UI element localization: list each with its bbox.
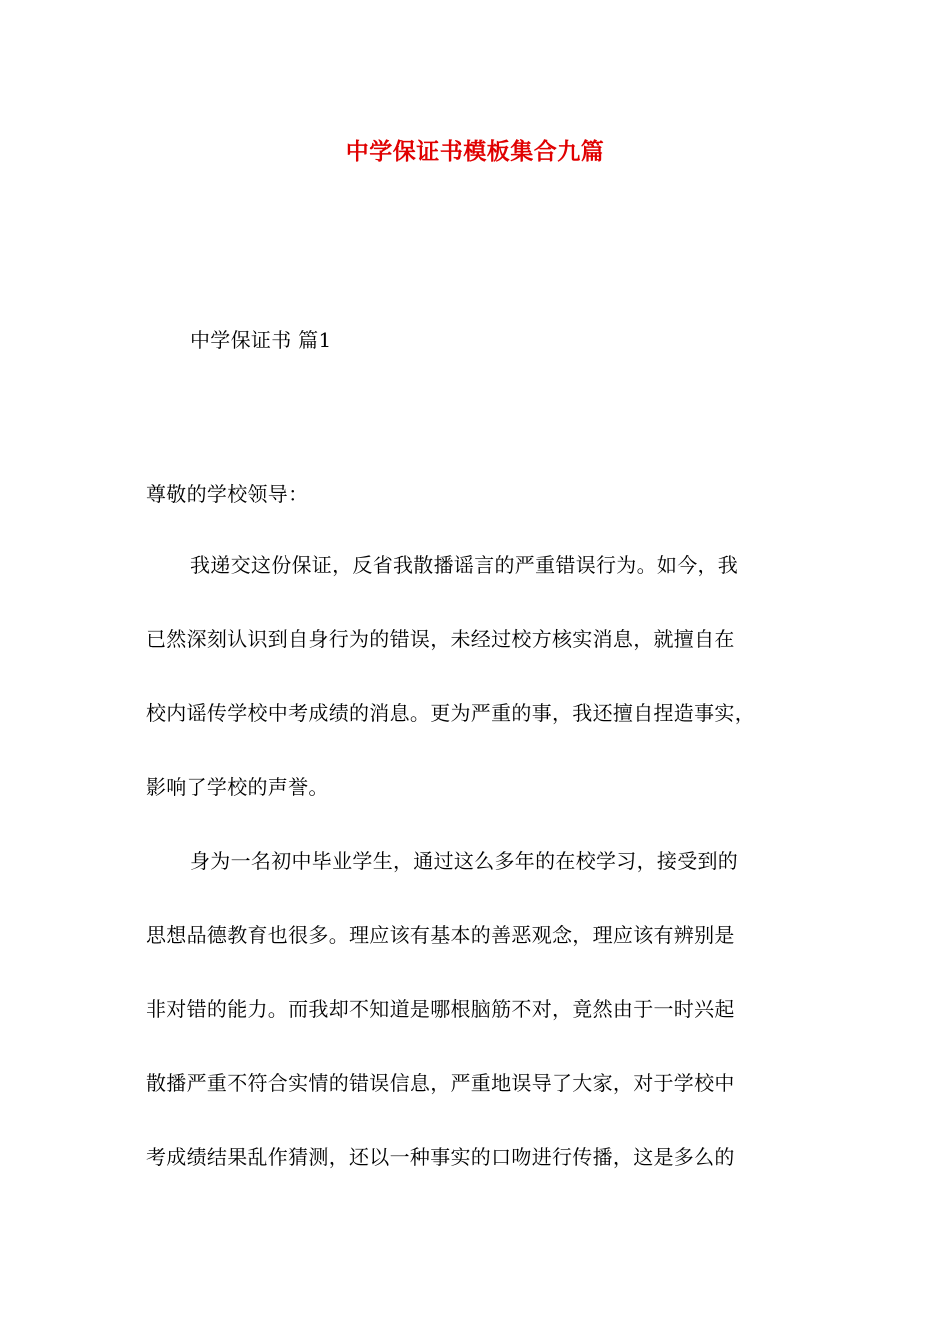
document-title: 中学保证书模板集合九篇 [345,138,605,165]
paragraph-line: 我递交这份保证，反省我散播谣言的严重错误行为。如今，我 [190,553,739,577]
paragraph-line: 考成绩结果乱作猜测，还以一种事实的口吻进行传播，这是多么的 [146,1145,735,1169]
paragraph-line: 身为一名初中毕业学生，通过这么多年的在校学习，接受到的 [190,849,739,873]
paragraph-line: 校内谣传学校中考成绩的消息。更为严重的事，我还擅自捏造事实， [146,701,755,725]
paragraph-line: 已然深刻认识到自身行为的错误，未经过校方核实消息，就擅自在 [146,627,735,651]
section-heading: 中学保证书 篇1 [190,328,332,352]
paragraph-line: 非对错的能力。而我却不知道是哪根脑筋不对，竟然由于一时兴起 [146,997,735,1021]
paragraph-line: 思想品德教育也很多。理应该有基本的善恶观念，理应该有辨别是 [146,923,735,947]
salutation: 尊敬的学校领导： [146,482,309,506]
paragraph-line: 影响了学校的声誉。 [146,775,329,799]
paragraph-line: 散播严重不符合实情的错误信息，严重地误导了大家，对于学校中 [146,1071,735,1095]
